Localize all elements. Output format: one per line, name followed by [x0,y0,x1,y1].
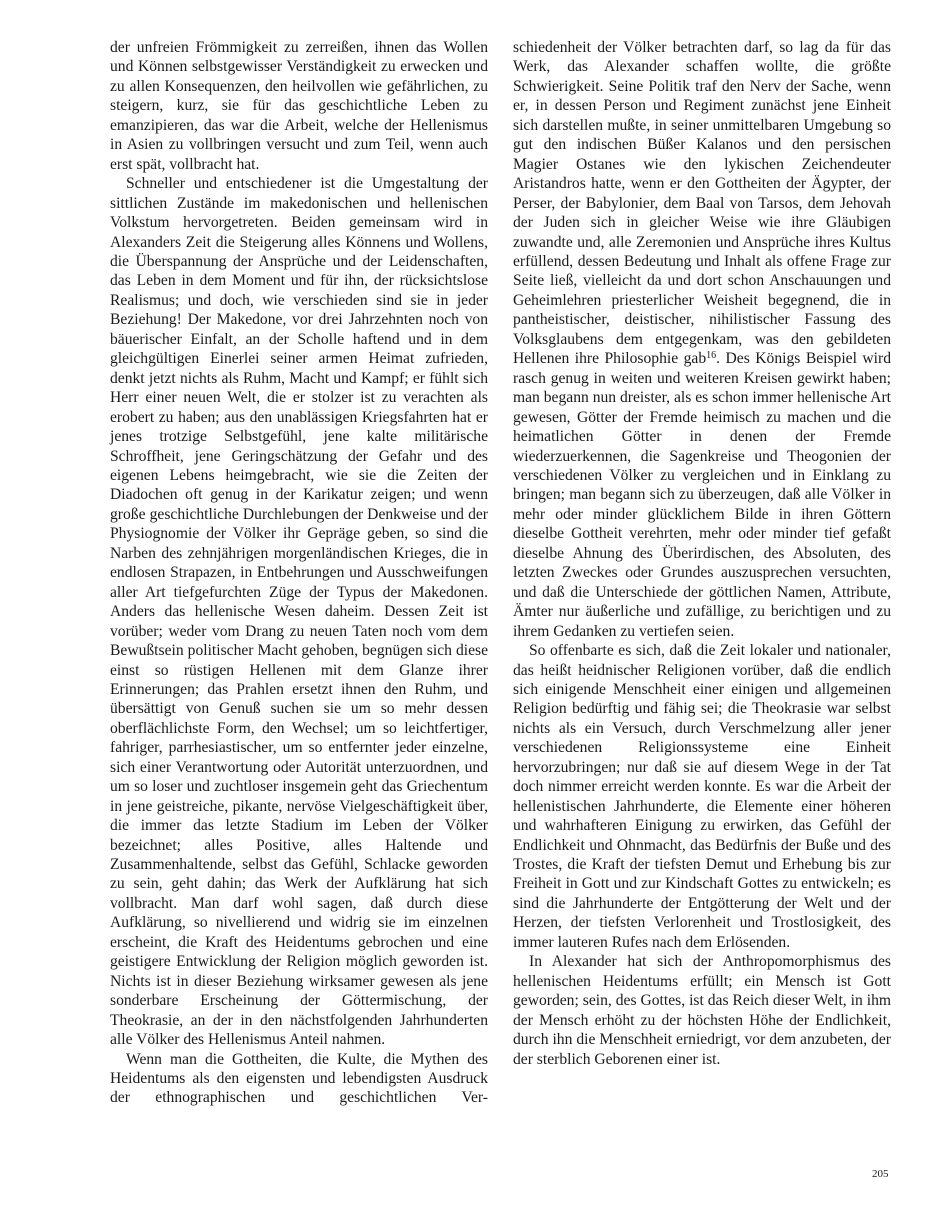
paragraph-continues-next-column: Wenn man die Gottheiten, die Kulte, die Mythen des Heidentums als den eigensten und lebendigsten Ausdruck der ethnographischen und geschichtlichen Ver- [110,1050,488,1107]
right-text-column [513,38,891,1069]
paragraph-text: . Des Königs Beispiel wird rasch genug in weiten und weiteren Kreisen gewirkt haben; man begann nun dreister, als es schon immer hellenische Art gewesen, Götter der Fremde heimisch zu machen und die heimatlichen Götter in denen der Fremde wiederzuerkennen, die Sagenkreise und Theogonien der verschiedenen Völker zu vergleichen und in Einklang zu bringen; man begann sich zu überzeugen, daß alle Völker in mehr oder minder glücklichem Bilde in ihren Göttern dieselbe Gottheit verehrten, mehr oder minder tief gefaßt dieselbe Ahnung des Überirdischen, des Absoluten, des letzten Zweckes oder Grundes auszusprechen versuchten, und daß die Unterschiede der göttlichen Namen, Attribute, Ämter nur äußerliche und zufällige, zu berichtigen und zu ihrem Gedanken zu vertiefen seien. [513,350,891,640]
paragraph-continued [513,38,891,641]
paragraph-text: schiedenheit der Völker betrachten darf, so lag da für das Werk, das Alexander schaffen wollte, die größte Schwierigkeit. Seine Politik traf den Nerv der Sache, wenn er, in dessen Person und Regiment zunächst jene Einheit sich darstellen mußte, in seiner unmittelbaren Umgebung so gut den indischen Büßer Kalanos und den persischen Magier Ostanes wie den lykischen Zeichendeuter Aristandros hatte, wenn er den Gottheiten der Ägypter, der Perser, der Babylonier, dem Baal von Tarsos, dem Jehovah der Juden sich in gleicher Weise wie ihre Gläubigen zuwandte und, alle Zeremonien und Ansprüche ihres Kultus erfüllend, dessen Bedeutung und Inhalt als offene Frage zur Seite ließ, vielleicht da und dort schon Anschauungen und Geheimlehren priesterlicher Weisheit begegnend, die in pantheistischer, deistischer, nihilistischer Fassung des Volksglaubens dem entgegenkam, was den gebildeten Hellenen ihre Philosophie gab [513,39,891,368]
paragraph: Schneller und entschiedener ist die Umgestaltung der sittlichen Zustände im makedonischen und hellenischen Volkstum hervorgetreten. Beiden gemeinsam wird in Alexanders Zeit die Steigerung alles Könnens und Wollens, die Überspannung der Ansprüche und der Leidenschaften, das Leben in dem Moment und für ihn, der rücksichtslose Realismus; und doch, wie verschieden sind sie in jeder Beziehung! Der Makedone, vor drei Jahrzehnten noch von bäuerischer Einfalt, an der Scholle haftend und in dem gleichgültigen Einerlei seiner armen Heimat zufrieden, denkt jetzt nichts als Ruhm, Macht und Kampf; er fühlt sich Herr einer neuen Welt, die er stolzer ist zu verachten als erobert zu haben; aus den unablässigen Kriegsfahrten hat er jenes trotzige Selbstgefühl, jene kalte militärische Schroffheit, jene Geringschätzung der Gefahr und des eigenen Lebens heimgebracht, wie sie die Zeiten der Diadochen oft genug in der Karikatur zeigen; und wenn große geschichtliche Durchlebungen der Denkweise und der Physiognomie der Völker ihr Gepräge geben, so sind die Narben des zehnjährigen morgenländischen Krieges, die in endlosen Strapazen, in Entbehrungen und Ausschweifungen aller Art tiefgefurchten Züge der Typus der Makedonen. Anders das hellenische Wesen daheim. Dessen Zeit ist vorüber; weder vom Drang zu neuen Taten noch vom dem Bewußtsein politischer Macht gehoben, begnügen sich diese einst so rüstigen Hellenen mit dem Glanze ihrer Erinnerungen; das Prahlen ersetzt ihnen den Ruhm, und übersättigt von Genuß suchen sie um so mehr dessen oberflächlichste Form, den Wechsel; um so leichtfertiger, fahriger, parrhesiastischer, um so entfernter jeder einzelne, sich einer Verantwortung oder Autorität unterzuordnen, und um so loser und zuchtloser insgemein geht das Griechentum in jene geistreiche, pikante, nervöse Vielgeschäftigkeit über, die immer das letzte Stadium im Leben der Völker bezeichnet; alles Positive, alles Haltende und Zusammenhaltende, selbst das Gefühl, Schlacke geworden zu sein, geht dahin; das Werk der Aufklärung hat sich vollbracht. Man darf wohl sagen, daß durch diese Aufklärung, so nivellierend und widrig sie im einzelnen erscheint, die Kraft des Heidentums gebrochen und eine geistigere Entwicklung der Religion möglich geworden ist. Nichts ist in dieser Beziehung wirksamer gewesen als jene sonderbare Erscheinung der Göttermischung, der Theokrasie, an der in den nächstfolgenden Jahrhunderten alle Völker des Hellenismus Anteil nahmen. [110,175,488,1049]
paragraph: So offenbarte es sich, daß die Zeit lokaler und nationaler, das heißt heidnischer Religionen vorüber, daß die endlich sich einigende Menschheit einer einigen und allgemeinen Religion bedürftig und fähig sei; die Theokrasie war selbst nichts als ein Versuch, durch Verschmelzung aller jener verschiedenen Religionssysteme eine Einheit hervorzubringen; nur daß sie auf diesem Wege in der Tat doch nimmer erreicht werden konnte. Es war die Arbeit der hellenistischen Jahrhunderte, die Elemente einer höheren und wahrhafteren Einigung zu erwirken, das Gefühl der Endlichkeit und Ohnmacht, das Bedürfnis der Buße und des Trostes, die Kraft der tiefsten Demut und Erhebung bis zur Freiheit in Gott und zur Kindschaft Gottes zu entwickeln; es sind die Jahrhunderte der Entgötterung der Welt und der Herzen, der tiefsten Verlorenheit und Trostlosigkeit, des immer lauteren Rufes nach dem Erlösenden. [513,642,891,951]
left-text-column [110,38,488,1108]
footnote-reference[interactable]: 16 [706,350,717,362]
paragraph-continued: der unfreien Frömmigkeit zu zerreißen, ihnen das Wollen und Können selbstgewisser Verständigkeit zu erwecken und zu allen Konsequenzen, den heilvollen wie gefährlichen, zu steigern, kurz, sie für das geschichtliche Leben zu emanzipieren, das war die Arbeit, welche der Hellenismus in Asien zu vollbringen versucht und zum Teil, wenn auch erst spät, vollbracht hat. [110,39,488,173]
paragraph: In Alexander hat sich der Anthropomorphismus des hellenischen Heidentums erfüllt; ein Mensch ist Gott geworden; sein, des Gottes, ist das Reich dieser Welt, in ihm der Mensch erhöht zu der höchsten Höhe der Endlichkeit, durch ihn die Menschheit erniedrigt, vor dem anzubeten, der der sterblich Geborenen einer ist. [513,953,891,1068]
page-number: 205 [872,1168,889,1180]
